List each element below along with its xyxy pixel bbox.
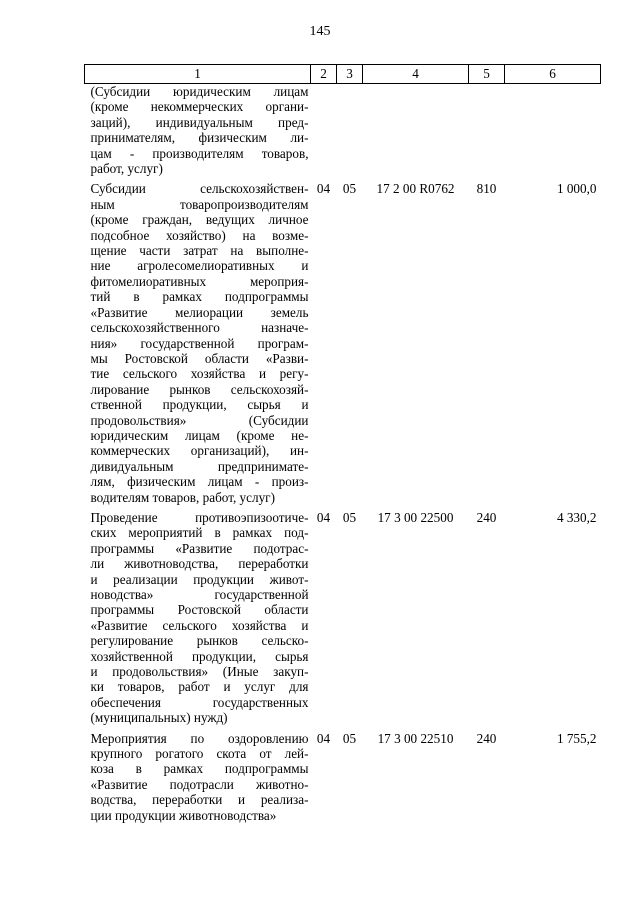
description-line: заций), индивидуальным пред- bbox=[90, 114, 309, 130]
description-line: дивидуальным предпринимате- bbox=[90, 458, 309, 474]
row-subsection-code: 05 bbox=[342, 730, 357, 746]
description-line: (кроме некоммерческих органи- bbox=[90, 99, 309, 115]
description-line: программы «Развитие подотрас- bbox=[90, 540, 309, 556]
row-description bbox=[85, 726, 311, 823]
description-line: программы Ростовской области bbox=[90, 602, 309, 618]
description-line: лям, физическим лицам - произ- bbox=[90, 474, 309, 490]
table-row bbox=[85, 176, 601, 505]
row-subsection-code: 05 bbox=[342, 509, 357, 525]
row-expense-type bbox=[469, 84, 505, 177]
description-line: продовольствия» (Субсидии bbox=[90, 412, 309, 428]
row-description bbox=[85, 84, 311, 177]
row-expense-type: 810 bbox=[476, 181, 497, 197]
description-line: ских мероприятий в рамках под- bbox=[90, 525, 309, 541]
header-cell-target: 4 bbox=[363, 65, 469, 84]
description-line: регулирование рынков сельско- bbox=[90, 633, 309, 649]
row-section-code: 04 bbox=[316, 181, 331, 197]
description-line: ния» государственной програм- bbox=[90, 335, 309, 351]
header-cell-subsection: 3 bbox=[337, 65, 363, 84]
row-expense-type: 240 bbox=[476, 730, 497, 746]
row-amount: 4 330,2 bbox=[556, 509, 597, 525]
row-section-code bbox=[311, 84, 337, 177]
description-line: ным товаропроизводителям bbox=[90, 196, 309, 212]
header-cell-amount: 6 bbox=[505, 65, 601, 84]
header-cell-section: 2 bbox=[311, 65, 337, 84]
header-cell-description: 1 bbox=[85, 65, 311, 84]
row-subsection-code: 05 bbox=[342, 181, 357, 197]
description-line: обеспечения государственных bbox=[90, 694, 309, 710]
table-row bbox=[85, 84, 601, 177]
description-line: «Развитие мелиорации земель bbox=[90, 304, 309, 320]
description-line: Проведение противоэпизоотиче- bbox=[90, 509, 309, 525]
row-section-code: 04 bbox=[316, 730, 331, 746]
table-header bbox=[85, 65, 601, 84]
row-target-code: 17 3 00 22500 bbox=[377, 509, 454, 525]
description-line: «Развитие сельского хозяйства и bbox=[90, 617, 309, 633]
description-line: новодства» государственной bbox=[90, 587, 309, 602]
row-expense-type: 240 bbox=[476, 509, 497, 525]
description-line: ние агролесомелиоративных и bbox=[90, 258, 309, 274]
description-line: Мероприятия по оздоровлению bbox=[90, 730, 309, 746]
table-row bbox=[85, 505, 601, 726]
description-line: работ, услуг) bbox=[90, 161, 163, 177]
description-line: ки товаров, работ и услуг для bbox=[90, 679, 309, 695]
row-target-code bbox=[363, 84, 469, 177]
description-line: и продовольствия» (Иные закуп- bbox=[90, 664, 309, 680]
description-line: «Развитие подотрасли животно- bbox=[90, 776, 309, 792]
description-line: хозяйственной продукции, сырья bbox=[90, 648, 309, 664]
row-amount: 1 755,2 bbox=[556, 730, 597, 746]
description-line: тие сельского хозяйства и регу- bbox=[90, 366, 309, 382]
description-line: мы Ростовской области «Разви- bbox=[90, 350, 309, 366]
header-cell-type: 5 bbox=[469, 65, 505, 84]
page-number: 145 bbox=[309, 24, 331, 39]
description-line: принимателям, физическим ли- bbox=[90, 130, 309, 146]
row-target-code: 17 2 00 R0762 bbox=[376, 181, 455, 197]
row-description bbox=[85, 505, 311, 726]
description-line: крупного рогатого скота от лей- bbox=[90, 746, 309, 762]
row-section-code: 04 bbox=[316, 509, 331, 525]
description-line: цам - производителям товаров, bbox=[90, 145, 309, 161]
table-row bbox=[85, 726, 601, 823]
description-line: (Субсидии юридическим лицам bbox=[90, 84, 309, 99]
description-line: подсобное хозяйство) на возме- bbox=[90, 227, 309, 243]
description-line: (муниципальных) нужд) bbox=[90, 710, 228, 726]
description-line: коммерческих организаций), ин- bbox=[90, 443, 309, 459]
table-body bbox=[85, 84, 601, 824]
description-line: коза в рамках подпрограммы bbox=[90, 761, 309, 777]
row-amount bbox=[505, 84, 601, 177]
row-subsection-code bbox=[337, 84, 363, 177]
description-line: Субсидии сельскохозяйствен- bbox=[90, 181, 309, 197]
description-line: фитомелиоративных мероприя- bbox=[90, 273, 309, 289]
description-line: юридическим лицам (кроме не- bbox=[90, 427, 309, 443]
description-line: ственной продукции, сырья и bbox=[90, 397, 309, 413]
description-line: (кроме граждан, ведущих личное bbox=[90, 212, 309, 228]
description-line: сельскохозяйственного назначе- bbox=[90, 320, 309, 336]
description-line: водства, переработки и реализа- bbox=[90, 792, 309, 808]
description-line: ции продукции животноводства» bbox=[90, 807, 277, 823]
budget-table bbox=[84, 64, 601, 823]
description-line: тий в рамках подпрограммы bbox=[90, 289, 309, 305]
row-amount: 1 000,0 bbox=[556, 181, 597, 197]
description-line: лирование рынков сельскохозяй- bbox=[90, 381, 309, 397]
description-line: водителям товаров, работ, услуг) bbox=[90, 489, 275, 505]
row-description bbox=[85, 176, 311, 505]
description-line: и реализации продукции живот- bbox=[90, 571, 309, 587]
description-line: щение части затрат на выполне- bbox=[90, 243, 309, 259]
description-line: ли животноводства, переработки bbox=[90, 556, 309, 572]
row-target-code: 17 3 00 22510 bbox=[377, 730, 454, 746]
